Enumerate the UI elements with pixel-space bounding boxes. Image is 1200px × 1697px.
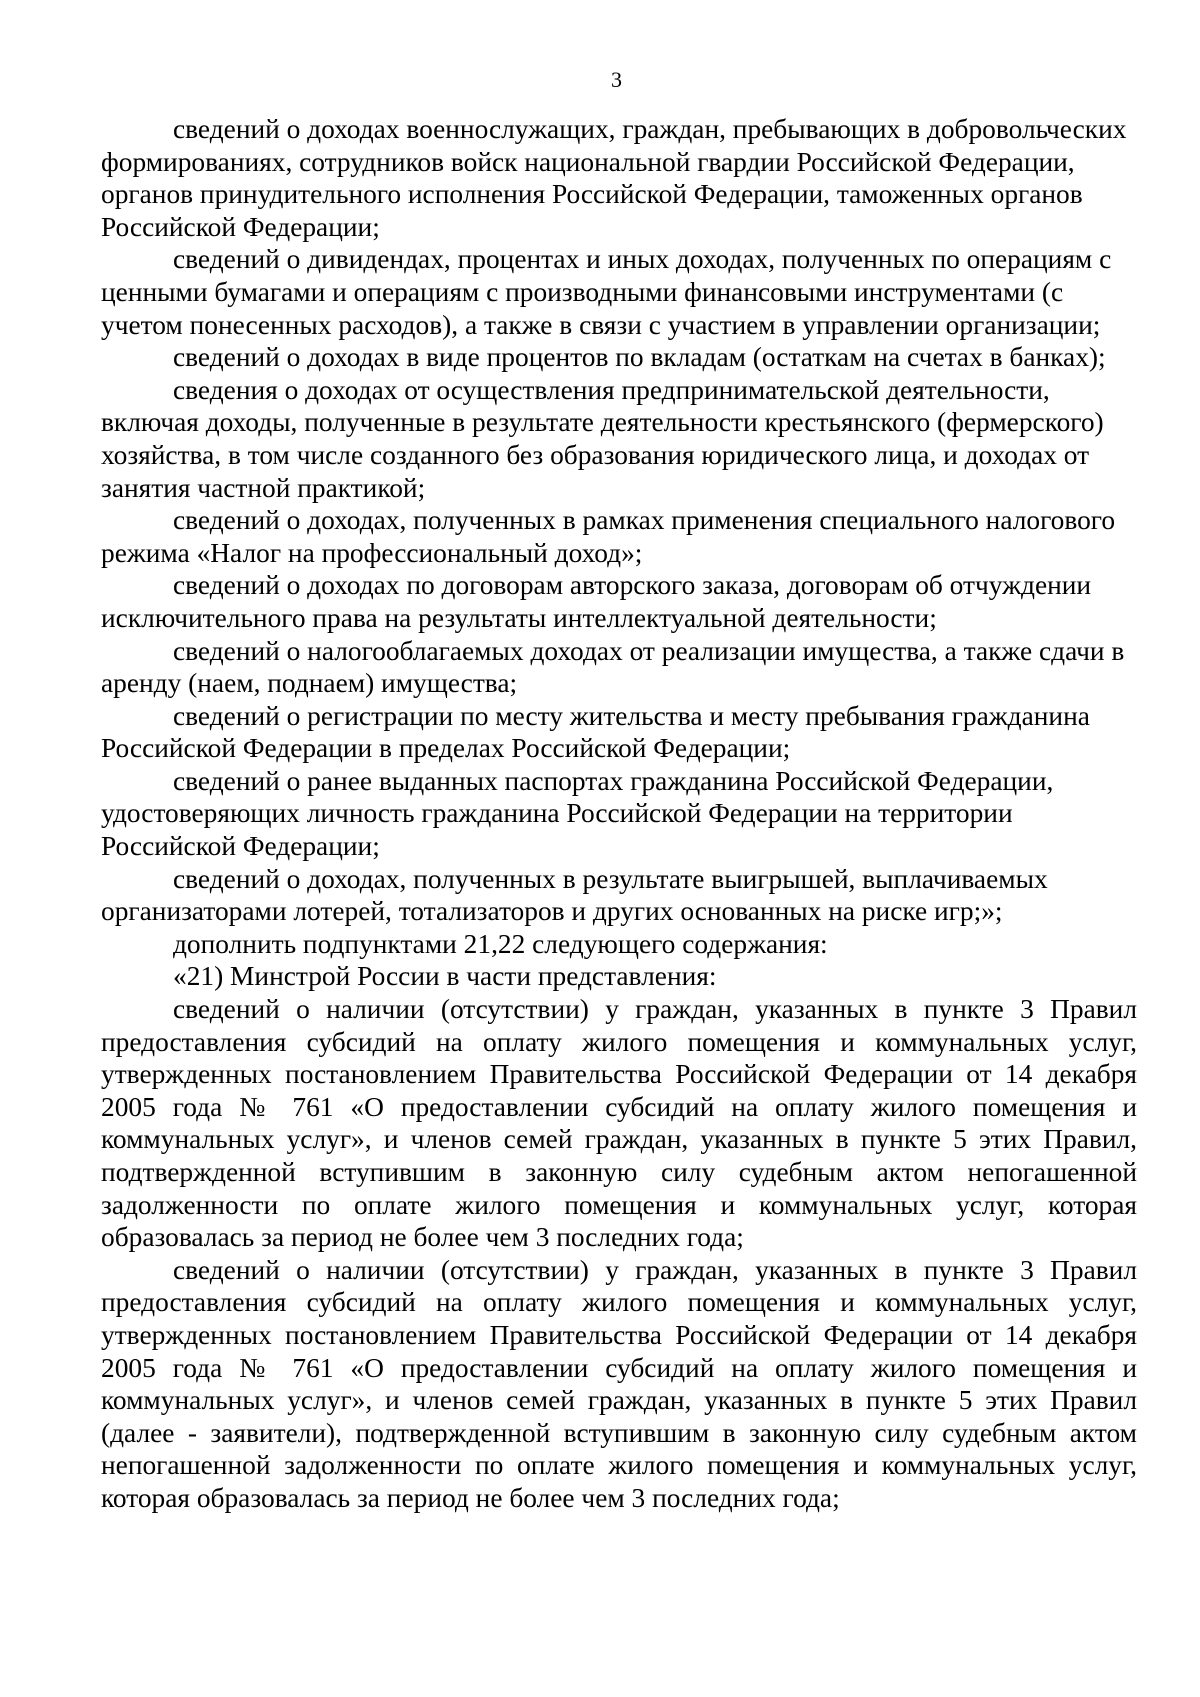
paragraph: сведений о налогооблагаемых доходах от реализации имущества, а также сдачи в аренду (наем, поднаем) имущества; [101, 635, 1125, 699]
paragraph: «21) Минстрой России в части представления: [173, 961, 717, 992]
page-number: 3 [611, 67, 622, 92]
paragraph: сведений о дивидендах, процентах и иных доходах, полученных по операциям с ценными бумагами и операциям с производными финансовыми инструментами (с учетом понесенных расходов), а также в связи с участием в управлении организации; [101, 244, 1112, 340]
document-body [101, 113, 1137, 1515]
paragraph: сведений о доходах по договорам авторского заказа, договорам об отчуждении исключительного права на результаты интеллектуальной деятельности; [101, 570, 1092, 633]
paragraph: сведений о доходах в виде процентов по вкладам (остаткам на счетах в банках); [173, 342, 1106, 373]
paragraph: сведений о ранее выданных паспортах гражданина Российской Федерации, удостоверяющих личность гражданина Российской Федерации на территории Российской Федерации; [101, 765, 1054, 862]
paragraph: сведений о доходах, полученных в рамках применения специального налогового режима «Налог на профессиональный доход»; [101, 505, 1116, 568]
paragraph: сведений о регистрации по месту жительства и месту пребывания гражданина Российской Федерации в пределах Российской Федерации; [101, 700, 1090, 764]
paragraph: сведений о наличии (отсутствии) у граждан, указанных в пункте 3 Правил предоставления субсидий на оплату жилого помещения и коммунальных услуг, утвержденных постановлением Правительства Российской Федерации от 14 декабря 2005 года № 761 «О предоставлении субсидий на оплату жилого помещения и коммунальных услуг», и членов семей граждан, указанных в пункте 5 этих Правил (далее - заявители), подтвержденной вступившим в законную силу судебным актом непогашенной задолженности по оплате жилого помещения и коммунальных услуг, которая образовалась за период не более чем 3 последних года; [101, 1254, 1137, 1513]
paragraph: сведения о доходах от осуществления предпринимательской деятельности, включая доходы, полученные в результате деятельности крестьянского (фермерского) хозяйства, в том числе созданного без образования юридического лица, и доходах от занятия частной практикой; [101, 374, 1104, 503]
paragraph: сведений о доходах, полученных в результате выигрышей, выплачиваемых организаторами лотерей, тотализаторов и других основанных на риске игр;»; [101, 863, 1048, 927]
paragraph: сведений о доходах военнослужащих, граждан, пребывающих в добровольческих формированиях, сотрудников войск национальной гвардии Российской Федерации, органов принудительного исполнения Российской Федерации, таможенных органов Российской Федерации; [101, 114, 1127, 242]
paragraph: дополнить подпунктами 21,22 следующего содержания: [173, 928, 828, 959]
paragraph: сведений о наличии (отсутствии) у граждан, указанных в пункте 3 Правил предоставления субсидий на оплату жилого помещения и коммунальных услуг, утвержденных постановлением Правительства Российской Федерации от 14 декабря 2005 года № 761 «О предоставлении субсидий на оплату жилого помещения и коммунальных услуг», и членов семей граждан, указанных в пункте 5 этих Правил, подтвержденной вступившим в законную силу судебным актом непогашенной задолженности по оплате жилого помещения и коммунальных услуг, которая образовалась за период не более чем 3 последних года; [101, 994, 1137, 1253]
